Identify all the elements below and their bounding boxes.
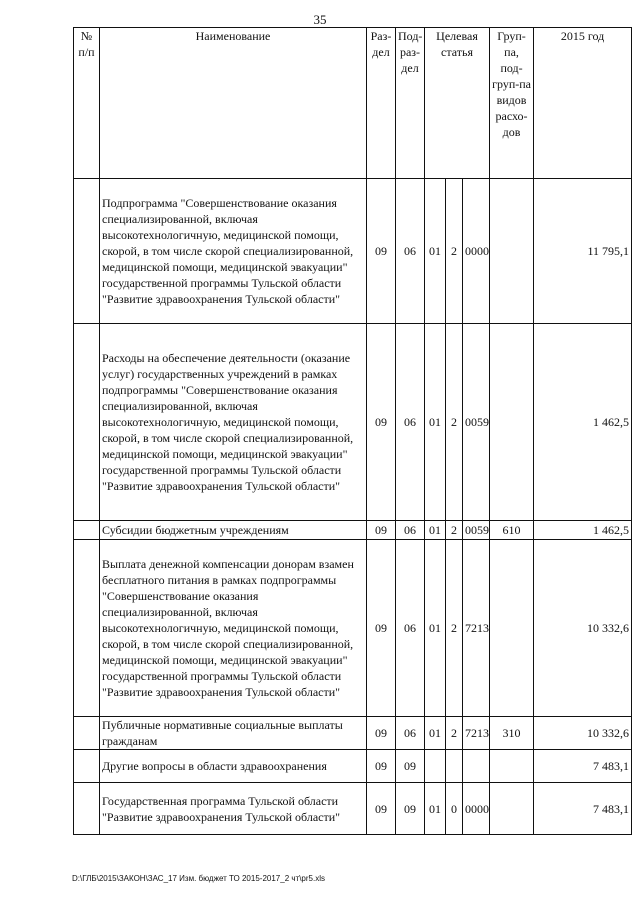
- row-group: [490, 750, 534, 783]
- row-no-cell: [74, 324, 100, 521]
- row-section: 09: [367, 717, 396, 750]
- header-subsection: Под-раз-дел: [396, 28, 425, 179]
- row-group: [490, 179, 534, 324]
- row-target-program: 01: [425, 324, 446, 521]
- row-section: 09: [367, 521, 396, 540]
- row-target-code: 0059: [463, 521, 490, 540]
- header-group: Груп-па, под-груп-па видов расхо-дов: [490, 28, 534, 179]
- table-row: [74, 750, 632, 783]
- budget-table: [73, 27, 632, 835]
- row-subsection: 06: [396, 717, 425, 750]
- row-target-subprogram: 2: [446, 540, 463, 717]
- page-number: 35: [313, 12, 327, 27]
- row-section: 09: [367, 324, 396, 521]
- row-no-cell: [74, 540, 100, 717]
- row-amount: 10 332,6: [534, 717, 632, 750]
- table-row: [74, 540, 632, 717]
- row-section: 09: [367, 179, 396, 324]
- row-group: [490, 540, 534, 717]
- row-name: Расходы на обеспечение деятельности (оказание услуг) государственных учреждений в рамках подпрограммы "Совершенствование оказания специализированной, включая высокотехнологичную, медицинской помощи, скорой, в том числе скорой специализированной, медицинской помощи, медицинской эвакуации" государственной программы Тульской области "Развитие здравоохранения Тульской области": [100, 324, 367, 521]
- row-amount: 10 332,6: [534, 540, 632, 717]
- row-target-code: 7213: [463, 717, 490, 750]
- row-target-program: 01: [425, 179, 446, 324]
- header-year: 2015 год: [534, 28, 632, 179]
- header-target: Целевая статья: [425, 28, 490, 179]
- row-subsection: 06: [396, 324, 425, 521]
- file-path-footer: D:\ГЛБ\2015\ЗАКОН\ЗАС_17 Изм. бюджет ТО 2015-2017_2 чт\pr5.xls: [72, 874, 325, 883]
- row-no-cell: [74, 783, 100, 835]
- row-group: 610: [490, 521, 534, 540]
- row-target-program: 01: [425, 540, 446, 717]
- row-target-subprogram: 2: [446, 179, 463, 324]
- row-name: Подпрограмма "Совершенствование оказания специализированной, включая высокотехнологичную, медицинской помощи, скорой, в том числе скорой специализированной, медицинской помощи, медицинской эвакуации" государственной программы Тульской области "Развитие здравоохранения Тульской области": [100, 179, 367, 324]
- row-target-subprogram: 2: [446, 521, 463, 540]
- row-target-subprogram: 0: [446, 783, 463, 835]
- row-group: [490, 783, 534, 835]
- table-row: [74, 783, 632, 835]
- row-name: Публичные нормативные социальные выплаты гражданам: [100, 717, 367, 750]
- row-name: Другие вопросы в области здравоохранения: [100, 750, 367, 783]
- row-subsection: 06: [396, 521, 425, 540]
- row-target-program: 01: [425, 717, 446, 750]
- row-subsection: 06: [396, 179, 425, 324]
- row-no-cell: [74, 521, 100, 540]
- row-target-subprogram: [446, 750, 463, 783]
- header-row: [74, 28, 632, 179]
- row-amount: 7 483,1: [534, 783, 632, 835]
- header-no: № п/п: [74, 28, 100, 179]
- row-section: 09: [367, 783, 396, 835]
- row-no-cell: [74, 717, 100, 750]
- row-target-code: 0059: [463, 324, 490, 521]
- table-row: [74, 179, 632, 324]
- row-subsection: 06: [396, 540, 425, 717]
- row-target-program: 01: [425, 521, 446, 540]
- row-group: [490, 324, 534, 521]
- row-subsection: 09: [396, 750, 425, 783]
- row-group: 310: [490, 717, 534, 750]
- row-subsection: 09: [396, 783, 425, 835]
- row-target-code: 7213: [463, 540, 490, 717]
- header-section: Раз-дел: [367, 28, 396, 179]
- row-name: Выплата денежной компенсации донорам взамен бесплатного питания в рамках подпрограммы "Совершенствование оказания специализированной, включая высокотехнологичную, медицинской помощи, скорой, в том числе скорой специализированной, медицинской помощи, медицинской эвакуации" государственной программы Тульской области "Развитие здравоохранения Тульской области": [100, 540, 367, 717]
- table-row: [74, 324, 632, 521]
- row-amount: 11 795,1: [534, 179, 632, 324]
- row-name: Субсидии бюджетным учреждениям: [100, 521, 367, 540]
- row-no-cell: [74, 179, 100, 324]
- row-target-program: 01: [425, 783, 446, 835]
- row-no-cell: [74, 750, 100, 783]
- row-amount: 1 462,5: [534, 521, 632, 540]
- header-name: Наименование: [100, 28, 367, 179]
- table-row: [74, 717, 632, 750]
- row-section: 09: [367, 540, 396, 717]
- row-name: Государственная программа Тульской области "Развитие здравоохранения Тульской области": [100, 783, 367, 835]
- row-section: 09: [367, 750, 396, 783]
- row-target-code: 0000: [463, 179, 490, 324]
- row-target-program: [425, 750, 446, 783]
- row-target-subprogram: 2: [446, 324, 463, 521]
- row-amount: 1 462,5: [534, 324, 632, 521]
- row-amount: 7 483,1: [534, 750, 632, 783]
- row-target-code: [463, 750, 490, 783]
- table-row: [74, 521, 632, 540]
- row-target-code: 0000: [463, 783, 490, 835]
- row-target-subprogram: 2: [446, 717, 463, 750]
